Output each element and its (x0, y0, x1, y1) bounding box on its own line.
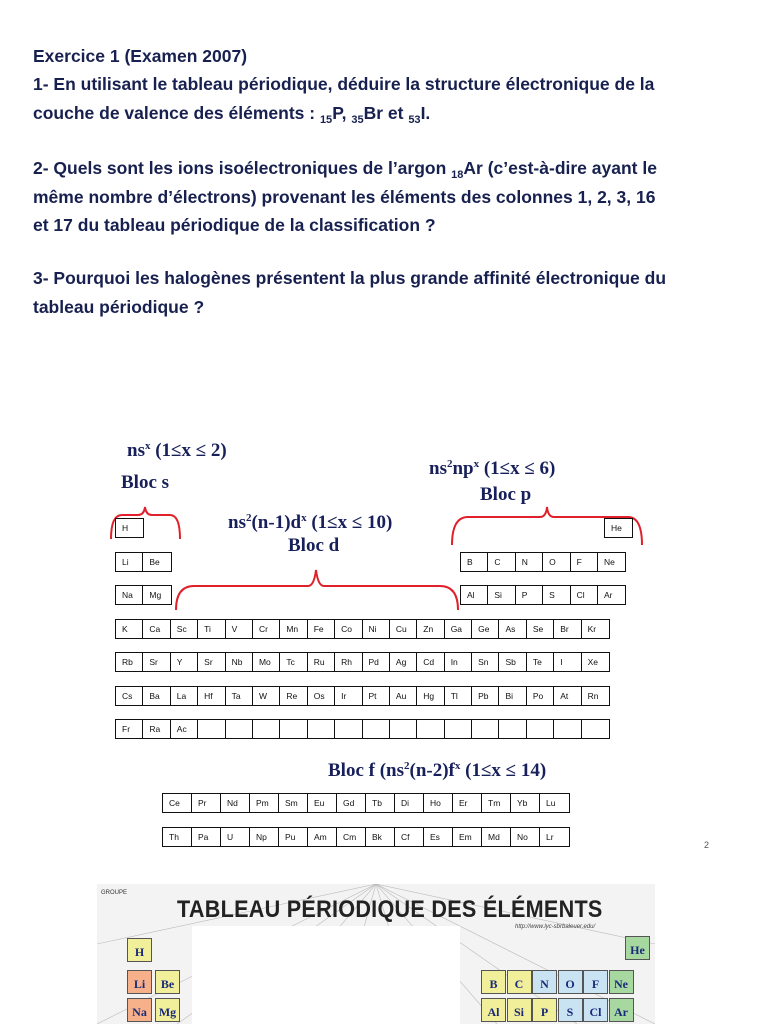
element-cell (527, 720, 554, 738)
element-cell: Ga (445, 620, 472, 638)
element-cell: Th (163, 828, 192, 846)
row-3-right (460, 585, 626, 605)
element-cell (335, 720, 362, 738)
lanthanides-row (162, 793, 570, 813)
element-cell: Re (280, 687, 307, 705)
element-cell: I (554, 653, 581, 671)
periodic-symbol-cell: Na (127, 998, 152, 1022)
element-cell: Hg (417, 687, 444, 705)
element-cell: Kr (587, 624, 597, 634)
periodic-table-title: TABLEAU PÉRIODIQUE DES ÉLÉMENTS (177, 896, 603, 923)
element-cell: U (221, 828, 250, 846)
element-cell: S (543, 586, 570, 604)
element-cell: Am (308, 828, 337, 846)
element-cell: Se (527, 620, 554, 638)
f-block-label: Bloc f ($ns^2(n-2)f^x$ (1≤x ≤ 14) (328, 760, 547, 781)
element-cell: Pm (250, 794, 279, 812)
element-cell: Ti (198, 620, 225, 638)
element-cell: Cr (253, 620, 280, 638)
periodic-symbol-cell: Mg (155, 998, 180, 1022)
d-block-brace (172, 566, 462, 612)
periodic-symbol-cell: He (625, 936, 650, 960)
element-cell: Ta (226, 687, 253, 705)
row-7 (115, 719, 610, 739)
element-cell: Ca (143, 620, 170, 638)
p-block-label: Bloc p (480, 484, 532, 505)
element-cell (554, 720, 581, 738)
element-cell (226, 720, 253, 738)
element-cell (582, 720, 609, 738)
element-cell: Tb (366, 794, 395, 812)
element-cell: Pd (363, 653, 390, 671)
exercise-title: Exercice 1 (Examen 2007) (33, 46, 248, 66)
element-cell (445, 720, 472, 738)
element-cell: Cd (417, 653, 444, 671)
element-cell: Pa (192, 828, 221, 846)
periodic-symbol-cell: Al (481, 998, 506, 1022)
row-6 (115, 686, 610, 706)
question-3-line-1: 3- Pourquoi les halogènes présentent la plus grande affinité électronique du (33, 268, 667, 288)
element-cell: Md (482, 828, 511, 846)
element-cell: Nb (226, 653, 253, 671)
element-cell: Y (171, 653, 198, 671)
element-cell: Li (116, 553, 143, 571)
element-cell: N (516, 553, 543, 571)
element-cell: Bk (366, 828, 395, 846)
periodic-symbol-cell: Cl (583, 998, 608, 1022)
element-cell: At (554, 687, 581, 705)
element-cell (390, 720, 417, 738)
element-cell: Ru (308, 653, 335, 671)
question-2 (33, 154, 743, 240)
element-cell: Be (149, 557, 160, 567)
element-cell: Rh (335, 653, 362, 671)
element-cell: Ge (472, 620, 499, 638)
question-1-line-1: 1- En utilisant le tableau périodique, déduire la structure électronique de la (33, 74, 655, 94)
element-cell: Ra (143, 720, 170, 738)
periodic-symbol-cell: Si (507, 998, 532, 1022)
d-block-label: Bloc d (288, 535, 340, 556)
element-cell (280, 720, 307, 738)
periodic-symbol-cell: S (558, 998, 583, 1022)
element-cell: Lu (546, 798, 556, 808)
element-cell: Ar (603, 590, 613, 600)
element-cell: Au (390, 687, 417, 705)
periodic-symbol-cell: Ne (609, 970, 634, 994)
element-cell: Cl (571, 586, 598, 604)
element-cell: F (571, 553, 598, 571)
element-cell: As (499, 620, 526, 638)
element-cell: Mo (253, 653, 280, 671)
element-cell: Sc (171, 620, 198, 638)
row-5 (115, 652, 610, 672)
element-cell: Mn (280, 620, 307, 638)
element-cell: Yb (511, 794, 540, 812)
element-cell: Po (527, 687, 554, 705)
question-2-line-3: et 17 du tableau périodique de la classification ? (33, 215, 436, 235)
element-cell: K (116, 620, 143, 638)
element-cell: Pu (279, 828, 308, 846)
periodic-table-image (97, 884, 655, 1024)
element-cell (363, 720, 390, 738)
element-cell: Tc (280, 653, 307, 671)
element-cell: Ho (424, 794, 453, 812)
element-cell: Sr (198, 653, 225, 671)
element-cell (198, 720, 225, 738)
element-cell: Xe (587, 657, 599, 667)
periodic-table-url: http://www.lyc-sbrbaleuer.edu/ (515, 924, 596, 930)
row-1-left (115, 518, 144, 538)
periodic-symbol-cell: Ar (609, 998, 634, 1022)
periodic-symbol-cell: N (532, 970, 557, 994)
periodic-symbol-cell: H (127, 938, 152, 962)
element-cell: Co (335, 620, 362, 638)
element-cell: Sn (472, 653, 499, 671)
element-cell (417, 720, 444, 738)
element-cell: Sb (499, 653, 526, 671)
element-cell: In (445, 653, 472, 671)
element-cell: P (516, 586, 543, 604)
element-cell: Ni (363, 620, 390, 638)
element-cell: Gd (337, 794, 366, 812)
element-cell: Ce (163, 794, 192, 812)
periodic-symbol-cell: C (507, 970, 532, 994)
row-3-left (115, 585, 172, 605)
element-cell (253, 720, 280, 738)
question-1-line-2: couche de valence des éléments : $_{15}$P, $_{35}$Br et $_{53}$I. (33, 102, 431, 126)
element-cell: Al (461, 586, 488, 604)
page-number: 2 (704, 840, 710, 850)
periodic-symbol-cell: B (481, 970, 506, 994)
element-cell: Er (453, 794, 482, 812)
element-cell: Sr (143, 653, 170, 671)
element-cell: Si (488, 586, 515, 604)
element-cell: O (543, 553, 570, 571)
element-cell: Cf (395, 828, 424, 846)
question-1 (33, 70, 743, 127)
element-cell: No (511, 828, 540, 846)
element-cell: C (488, 553, 515, 571)
element-cell: La (171, 687, 198, 705)
element-cell: Ne (603, 557, 615, 567)
element-cell: Np (250, 828, 279, 846)
element-cell: Fr (116, 720, 143, 738)
element-cell: Em (453, 828, 482, 846)
question-3-line-2: tableau périodique ? (33, 296, 205, 317)
element-cell: Cu (390, 620, 417, 638)
element-cell: Ag (390, 653, 417, 671)
element-cell: Di (395, 794, 424, 812)
element-cell (308, 720, 335, 738)
element-cell: Cm (337, 828, 366, 846)
element-cell: Cs (116, 687, 143, 705)
element-cell: Pb (472, 687, 499, 705)
s-block-formula: $ns^x$ (1≤x ≤ 2) (127, 440, 227, 461)
element-cell: Os (308, 687, 335, 705)
row-1-right (604, 518, 633, 538)
element-cell: Pt (363, 687, 390, 705)
element-cell: Ba (143, 687, 170, 705)
element-cell: Ir (335, 687, 362, 705)
periodic-symbol-cell: P (532, 998, 557, 1022)
element-cell: Na (116, 586, 143, 604)
element-cell: Lr (546, 832, 554, 842)
element-cell: Rb (116, 653, 143, 671)
element-cell: Es (424, 828, 453, 846)
row-2-right (460, 552, 626, 572)
row-2-left (115, 552, 172, 572)
periodic-symbol-cell: F (583, 970, 608, 994)
question-2-line-1: 2- Quels sont les ions isoélectroniques de l’argon $_{18}$Ar (c’est-à-dire ayant le (33, 158, 657, 181)
element-cell: V (226, 620, 253, 638)
periodic-symbol-cell: Li (127, 970, 152, 994)
element-cell: Fe (308, 620, 335, 638)
element-cell: Zn (417, 620, 444, 638)
group-label: GROUPE (101, 890, 128, 896)
element-cell: Eu (308, 794, 337, 812)
element-cell: B (461, 553, 488, 571)
element-cell: Pr (192, 794, 221, 812)
element-cell: Nd (221, 794, 250, 812)
element-cell: Tl (445, 687, 472, 705)
element-cell: He (611, 523, 622, 533)
element-cell: Tm (482, 794, 511, 812)
d-block-formula: $ns^2(n-1)d^x$ (1≤x ≤ 10) (228, 512, 393, 533)
element-cell: Sm (279, 794, 308, 812)
element-cell: Hf (198, 687, 225, 705)
element-cell: Br (554, 620, 581, 638)
question-2-line-2: même nombre d’électrons) provenant les éléments des colonnes 1, 2, 3, 16 (33, 186, 656, 207)
element-cell (472, 720, 499, 738)
element-cell: Bi (499, 687, 526, 705)
row-4 (115, 619, 610, 639)
periodic-symbol-cell: O (558, 970, 583, 994)
s-block-label: Bloc s (121, 472, 170, 493)
element-cell: Rn (587, 691, 599, 701)
element-cell: Mg (149, 590, 162, 600)
periodic-symbol-cell: Be (155, 970, 180, 994)
element-cell: W (253, 687, 280, 705)
element-cell (499, 720, 526, 738)
element-cell: Te (527, 653, 554, 671)
actinides-row (162, 827, 570, 847)
question-3 (33, 264, 743, 321)
element-cell: H (122, 523, 129, 533)
element-cell: Ac (171, 720, 198, 738)
p-block-formula: $ns^2np^x$ (1≤x ≤ 6) (429, 458, 556, 479)
